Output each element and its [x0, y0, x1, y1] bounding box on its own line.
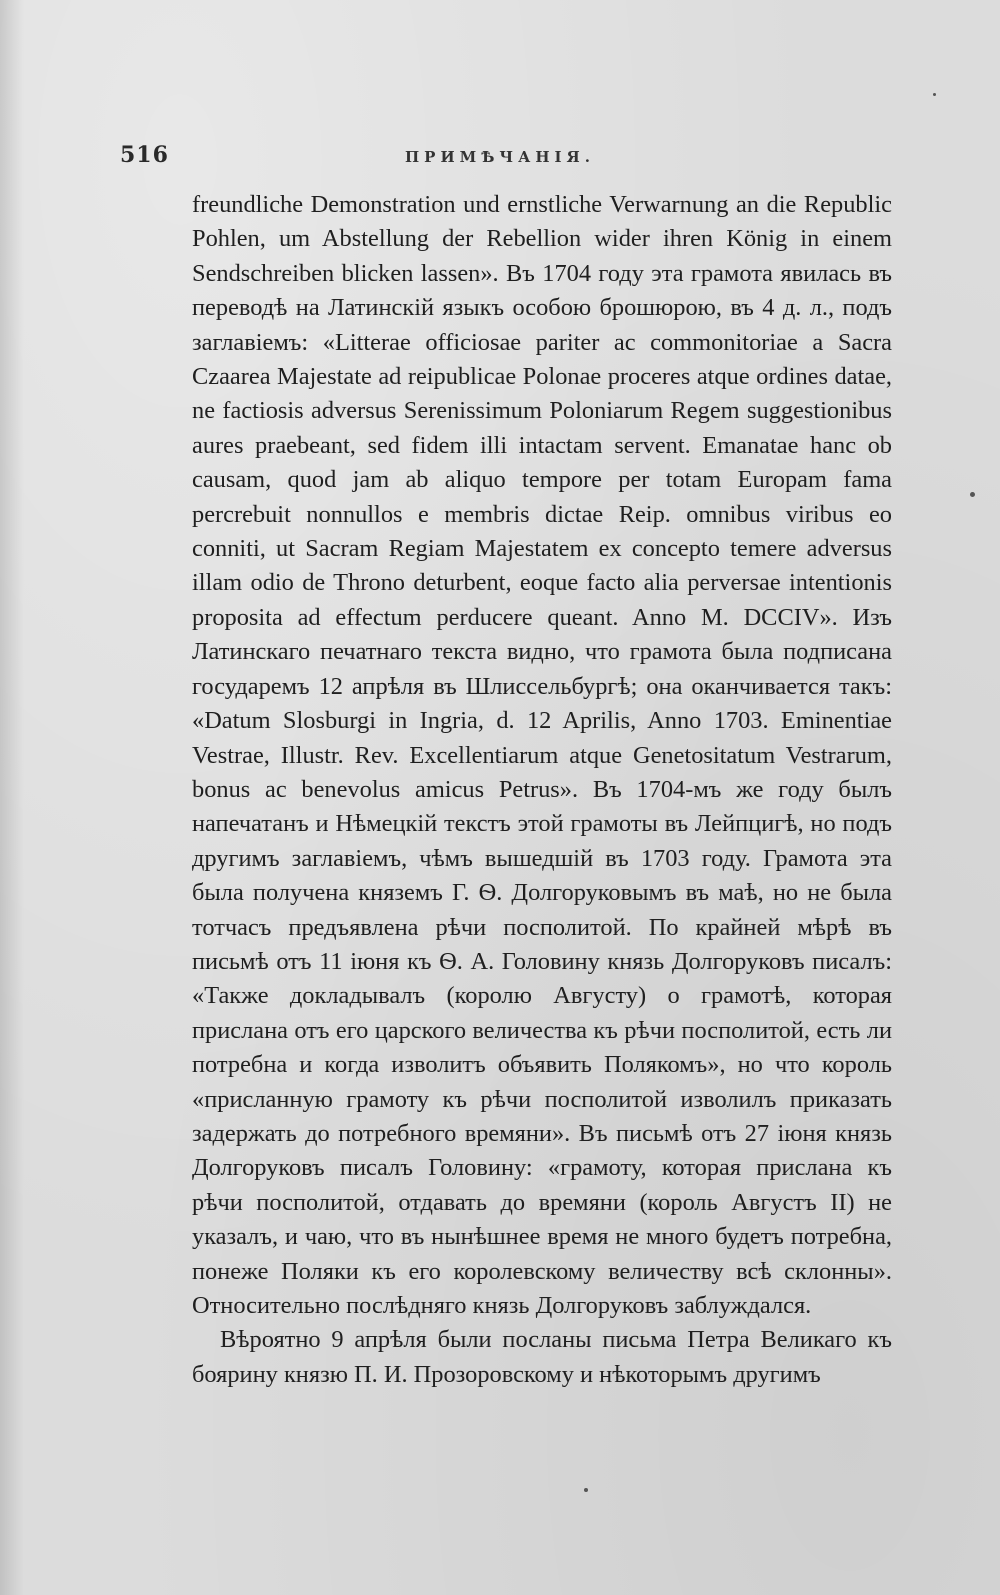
- paragraph-new: Вѣроятно 9 апрѣля были посланы письма Петра Великаго къ боярину князю П. И. Прозоровскому и нѣкоторымъ другимъ: [192, 1326, 892, 1388]
- page-number: 516: [120, 142, 169, 168]
- paper-speck: [933, 93, 936, 96]
- paper-speck: [584, 1488, 588, 1492]
- page-body: [192, 188, 892, 1392]
- binding-shadow: [0, 0, 24, 1595]
- paper-speck: [970, 492, 975, 497]
- paragraph-continued: freundliche Demonstration und ernstliche Verwarnung an die Republic Pohlen, um Abstellung der Rebellion wider ihren König in einem Sendschreiben blicken lassen». Въ 1704 году эта грамота явилась въ переводѣ на Латинскій языкъ особою брошюрою, въ 4 д. л., подъ заглавіемъ: «Litterae officiosae pariter ac commonitoriae a Sacra Czaarea Majestate ad reipublicae Polonae proceres atque ordines datae, ne factiosis adversus Serenissimum Poloniarum Regem suggestionibus aures praebeant, sed fidem illi intactam servent. Emanatae hanc ob causam, quod jam ab aliquo tempore per totam Europam fama percrebuit nonnullos e membris dictae Reip. omnibus viribus eo conniti, ut Sacram Regiam Majestatem ex concepto temere adversus illam odio de Throno deturbent, eoque facto alia perversae intentionis proposita ad effectum perducere queant. Anno M. DCCIV». Изъ Латинскаго печатнаго текста видно, что грамота была подписана государемъ 12 апрѣля въ Шлиссельбургѣ; она оканчивается такъ: «Datum Slosburgi in Ingria, d. 12 Aprilis, Anno 1703. Eminentiae Vestrae, Illustr. Rev. Excellentiarum atque Genetositatum Vestrarum, bonus ac benevolus amicus Petrus». Въ 1704-мъ же году былъ напечатанъ и Нѣмецкій текстъ этой грамоты въ Лейпцигѣ, но подъ другимъ заглавіемъ, чѣмъ вышедшій въ 1703 году. Грамота эта была получена княземъ Г. Ѳ. Долгоруковымъ въ маѣ, но не была тотчасъ предъявлена рѣчи посполитой. По крайней мѣрѣ въ письмѣ отъ 11 іюня къ Ѳ. А. Головину князь Долгоруковъ писалъ: «Также докладывалъ (королю Августу) о грамотѣ, которая прислана отъ его царского величества къ рѣчи посполитой, есть ли потребна и когда изволитъ объявить Полякомъ», но что король «присланную грамоту къ рѣчи посполитой изволилъ приказать задержать до потребного времяни». Въ письмѣ отъ 27 іюня князь Долгоруковъ писалъ Головину: «грамоту, которая прислана къ рѣчи посполитой, отдавать до времяни (король Августъ II) не указалъ, и чаю, что въ нынѣшнее время не много будетъ потребна, понеже Поляки къ его королевскому величеству всѣ склонны». Относительно послѣдняго князь Долгоруковъ заблуждался.: [192, 191, 892, 1319]
- running-head: ПРИМѢЧАНІЯ.: [405, 148, 595, 166]
